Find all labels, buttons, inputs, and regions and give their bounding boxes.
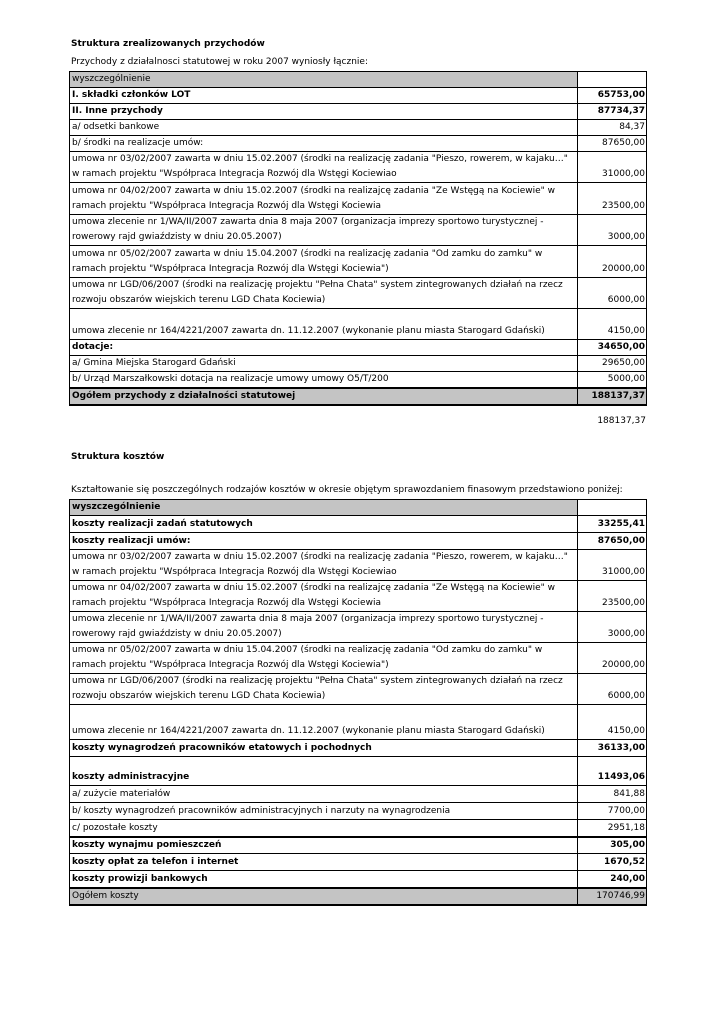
- revenue-row-label: a/ odsetki bankowe: [70, 120, 578, 136]
- revenue-row-value: 4150,00: [578, 309, 647, 340]
- costs-row-value: 23500,00: [578, 581, 647, 612]
- revenue-row-label: wyszczególnienie: [70, 72, 578, 88]
- costs-row-value: [578, 500, 647, 516]
- costs-row-value: 87650,00: [578, 533, 647, 550]
- costs-table: [69, 499, 647, 906]
- costs-table-row: [70, 674, 647, 705]
- costs-table-row: [70, 837, 647, 854]
- costs-row-value: 305,00: [578, 837, 647, 854]
- costs-table-row: [70, 888, 647, 905]
- costs-row-value: 20000,00: [578, 643, 647, 674]
- revenue-row-value: 31000,00: [578, 152, 647, 183]
- revenue-row-label: dotacje:: [70, 340, 578, 356]
- costs-table-row: [70, 820, 647, 837]
- revenue-row-value: 84,37: [578, 120, 647, 136]
- costs-row-label: b/ koszty wynagrodzeń pracowników administracyjnych i narzuty na wynagrodzenia: [70, 803, 578, 820]
- revenue-row-label: umowa zlecenie nr 1/WA/II/2007 zawarta dnia 8 maja 2007 (organizacja imprezy sportowo turystycznej - rowerowy rajd gwiaździsty w dniu 20.05.2007): [70, 215, 578, 246]
- revenue-row-label: umowa nr 05/02/2007 zawarta w dniu 15.04.2007 (środki na realizację zadania "Od zamku do zamku" w ramach projektu "Współpraca Integracja Rozwój dla Wstęgi Kociewia"): [70, 246, 578, 278]
- costs-row-value: 11493,06: [578, 757, 647, 786]
- costs-table-row: [70, 854, 647, 871]
- costs-row-label: koszty prowizji bankowych: [70, 871, 578, 888]
- costs-table-row: [70, 581, 647, 612]
- costs-row-label: koszty wynajmu pomieszczeń: [70, 837, 578, 854]
- revenue-table-row: [70, 246, 647, 278]
- revenue-table-row: [70, 120, 647, 136]
- revenue-table-row: [70, 388, 647, 405]
- costs-row-label: c/ pozostałe koszty: [70, 820, 578, 837]
- revenue-table-row: [70, 309, 647, 340]
- costs-intro: Kształtowanie się poszczególnych rodzajów kosztów w okresie objętym sprawozdaniem finasowym przedstawiono poniżej:: [71, 485, 623, 495]
- revenue-row-value: 3000,00: [578, 215, 647, 246]
- revenue-table-row: [70, 356, 647, 372]
- costs-row-value: 4150,00: [578, 705, 647, 740]
- revenue-row-label: umowa nr 04/02/2007 zawarta w dniu 15.02.2007 (środki na realizajcę zadania "Ze Wstęgą na Kociewie" w ramach projektu "Współpraca Integracja Rozwój dla Wstęgi Kociewia: [70, 183, 578, 215]
- revenue-row-label: a/ Gmina Miejska Starogard Gdański: [70, 356, 578, 372]
- costs-row-label: koszty realizacji zadań statutowych: [70, 516, 578, 533]
- revenue-row-value: 188137,37: [578, 388, 647, 405]
- revenue-table-row: [70, 88, 647, 104]
- revenue-table-row: [70, 215, 647, 246]
- revenue-row-value: 6000,00: [578, 278, 647, 309]
- costs-row-label: umowa zlecenie nr 164/4221/2007 zawarta dn. 11.12.2007 (wykonanie planu miasta Starogard Gdański): [70, 705, 578, 740]
- costs-row-label: koszty realizacji umów:: [70, 533, 578, 550]
- revenue-table-row: [70, 340, 647, 356]
- revenue-section-title: Struktura zrealizowanych przychodów: [71, 39, 265, 49]
- costs-row-label: koszty administracyjne: [70, 757, 578, 786]
- costs-table-row: [70, 786, 647, 803]
- costs-table-row: [70, 705, 647, 740]
- costs-table-row: [70, 550, 647, 581]
- costs-table-row: [70, 757, 647, 786]
- revenue-row-value: 20000,00: [578, 246, 647, 278]
- costs-row-value: 2951,18: [578, 820, 647, 837]
- costs-table-row: [70, 516, 647, 533]
- revenue-table-row: [70, 183, 647, 215]
- costs-row-value: 33255,41: [578, 516, 647, 533]
- costs-row-label: Ogółem koszty: [70, 888, 578, 905]
- revenue-row-label: I. składki członków LOT: [70, 88, 578, 104]
- revenue-row-value: 65753,00: [578, 88, 647, 104]
- revenue-row-label: umowa nr LGD/06/2007 (środki na realizację projektu "Pełna Chata" system zintegrowanych działań na rzecz rozwoju obszarów wiejskich terenu LGD Chata Kociewia): [70, 278, 578, 309]
- costs-row-value: 841,88: [578, 786, 647, 803]
- costs-row-value: 1670,52: [578, 854, 647, 871]
- costs-row-value: 240,00: [578, 871, 647, 888]
- revenue-table-row: [70, 104, 647, 120]
- revenue-row-label: b/ Urząd Marszałkowski dotacja na realizacje umowy umowy O5/T/200: [70, 372, 578, 389]
- costs-row-label: umowa zlecenie nr 1/WA/II/2007 zawarta dnia 8 maja 2007 (organizacja imprezy sportowo turystycznej - rowerowy rajd gwiaździsty w dniu 20.05.2007): [70, 612, 578, 643]
- revenue-row-label: Ogółem przychody z działalności statutowej: [70, 388, 578, 405]
- costs-table-row: [70, 643, 647, 674]
- revenue-table-row: [70, 136, 647, 152]
- revenue-row-label: II. Inne przychody: [70, 104, 578, 120]
- revenue-intro: Przychody z działalnosci statutowej w roku 2007 wyniosły łącznie:: [71, 57, 369, 67]
- costs-row-label: umowa nr 04/02/2007 zawarta w dniu 15.02.2007 (środki na realizajcę zadania "Ze Wstęgą na Kociewie" w ramach projektu "Współpraca Integracja Rozwój dla Wstęgi Kociewia: [70, 581, 578, 612]
- revenue-table-row: [70, 72, 647, 88]
- costs-row-value: 31000,00: [578, 550, 647, 581]
- revenue-table-row: [70, 278, 647, 309]
- costs-row-label: koszty wynagrodzeń pracowników etatowych i pochodnych: [70, 740, 578, 757]
- costs-table-row: [70, 612, 647, 643]
- revenue-row-value: 5000,00: [578, 372, 647, 389]
- revenue-table-row: [70, 152, 647, 183]
- revenue-row-value: 29650,00: [578, 356, 647, 372]
- costs-section-title: Struktura kosztów: [71, 452, 165, 462]
- costs-row-label: koszty opłat za telefon i internet: [70, 854, 578, 871]
- revenue-row-value: 87650,00: [578, 136, 647, 152]
- revenue-row-value: [578, 72, 647, 88]
- revenue-row-label: umowa nr 03/02/2007 zawarta w dniu 15.02.2007 (środki na realizację zadania "Pieszo, rowerem, w kajaku…" w ramach projektu "Współpraca Integracja Rozwój dla Wstęgi Kociewiao: [70, 152, 578, 183]
- costs-row-label: umowa nr LGD/06/2007 (środki na realizację projektu "Pełna Chata" system zintegrowanych działań na rzecz rozwoju obszarów wiejskich terenu LGD Chata Kociewia): [70, 674, 578, 705]
- costs-row-value: 3000,00: [578, 612, 647, 643]
- costs-row-label: a/ zużycie materiałów: [70, 786, 578, 803]
- costs-table-row: [70, 533, 647, 550]
- revenue-table-row: [70, 372, 647, 389]
- revenue-row-label: umowa zlecenie nr 164/4221/2007 zawarta dn. 11.12.2007 (wykonanie planu miasta Starogard Gdański): [70, 309, 578, 340]
- revenue-row-value: 34650,00: [578, 340, 647, 356]
- costs-table-row: [70, 871, 647, 888]
- costs-table-row: [70, 803, 647, 820]
- revenue-total-check: 188137,37: [597, 416, 646, 426]
- revenue-table: [69, 71, 647, 406]
- costs-table-row: [70, 500, 647, 516]
- costs-row-label: wyszczególnienie: [70, 500, 578, 516]
- costs-row-label: umowa nr 03/02/2007 zawarta w dniu 15.02.2007 (środki na realizację zadania "Pieszo, rowerem, w kajaku…" w ramach projektu "Współpraca Integracja Rozwój dla Wstęgi Kociewiao: [70, 550, 578, 581]
- costs-row-label: umowa nr 05/02/2007 zawarta w dniu 15.04.2007 (środki na realizację zadania "Od zamku do zamku" w ramach projektu "Współpraca Integracja Rozwój dla Wstęgi Kociewia"): [70, 643, 578, 674]
- costs-table-row: [70, 740, 647, 757]
- costs-row-value: 36133,00: [578, 740, 647, 757]
- costs-row-value: 7700,00: [578, 803, 647, 820]
- revenue-row-value: 87734,37: [578, 104, 647, 120]
- costs-row-value: 6000,00: [578, 674, 647, 705]
- costs-row-value: 170746,99: [578, 888, 647, 905]
- revenue-row-value: 23500,00: [578, 183, 647, 215]
- revenue-row-label: b/ środki na realizacje umów:: [70, 136, 578, 152]
